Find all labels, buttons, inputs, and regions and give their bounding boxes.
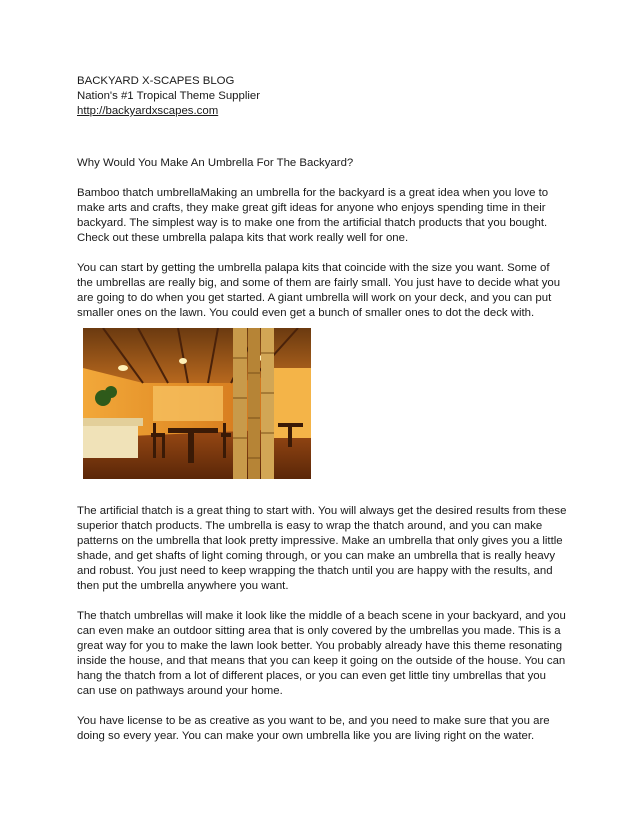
paragraph-gap [77, 594, 567, 609]
bamboo-restaurant-interior-photo [83, 328, 311, 479]
restaurant-interior-photo [83, 328, 311, 479]
paragraph-intro: Bamboo thatch umbrellaMaking an umbrella for the backyard is a great idea when you love to make arts and crafts, they make great gift ideas for anyone who enjoys spending time in their backyard. The simplest way is to make one from the artificial thatch products that you bought. Check out these umbrella palapa kits that work really well for one. [77, 187, 549, 244]
paragraph-creative-license: You have license to be as creative as you want to be, and you need to make sure that you are doing so every year. You can make your own umbrella like you are living right on the water. [77, 715, 550, 742]
document-body [77, 74, 567, 321]
blog-tagline: Nation's #1 Tropical Theme Supplier [77, 90, 261, 102]
article-title: Why Would You Make An Umbrella For The Backyard? [77, 157, 354, 169]
paragraph-artificial-thatch: The artificial thatch is a great thing to start with. You will always get the desired results from these superior thatch products. The umbrella is easy to wrap the thatch around, and you can make patterns on the umbrella that look pretty impressive. Make an umbrella that only gives you a little shade, and get shafts of light coming through, or you can make an umbrella that is really heavy and robust. You just need to keep wrapping the thatch until you are happy with the results, and then put the umbrella anywhere you want. [77, 505, 567, 592]
document-body-continued [77, 504, 567, 744]
paragraph-getting-started: You can start by getting the umbrella palapa kits that coincide with the size you want. Some of the umbrellas are really big, and some of them are fairly small. You just have to decide what you are going to do when you get started. A giant umbrella will work on your deck, and you can put smaller ones on the lawn. You could even get a bunch of smaller ones to dot the deck with. [77, 262, 561, 319]
paragraph-gap [77, 699, 567, 714]
blog-name: BACKYARD X-SCAPES BLOG [77, 75, 235, 87]
paragraph-gap [77, 171, 567, 186]
header-spacer [77, 119, 567, 156]
paragraph-gap [77, 246, 567, 261]
paragraph-beach-scene: The thatch umbrellas will make it look like the middle of a beach scene in your backyard, and you can even make an outdoor sitting area that is only covered by the umbrellas you made. This is a great way for you to make the lawn look better. You probably already have this theme resonating inside the house, and that means that you can keep it going on the outside of the house. You can hang the thatch from a lot of different places, or you can even get little tiny umbrellas that you can use on pathways around your home. [77, 610, 566, 697]
blog-url-link[interactable]: http://backyardxscapes.com [77, 105, 219, 117]
